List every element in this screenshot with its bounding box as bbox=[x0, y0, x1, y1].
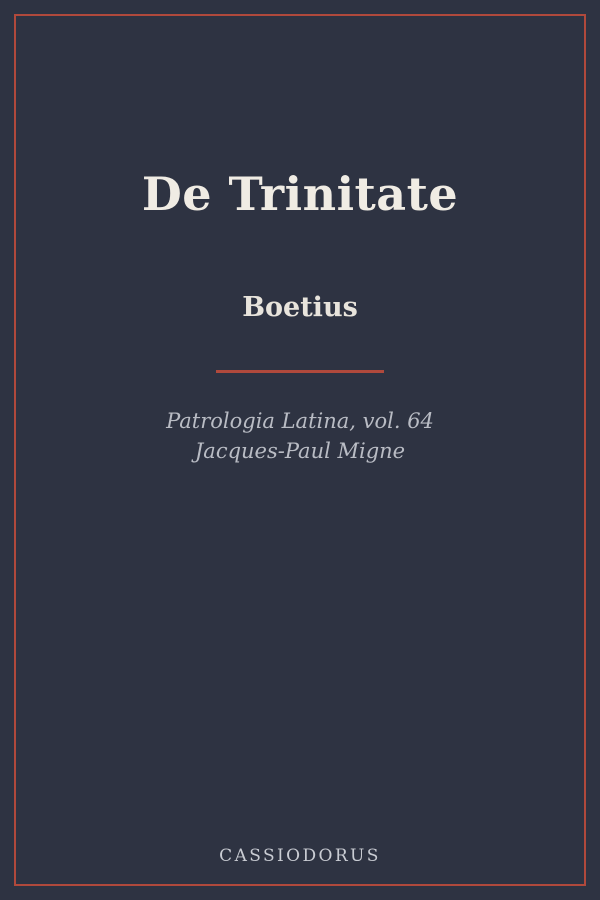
divider-rule bbox=[216, 370, 384, 373]
series-title: Patrologia Latina, vol. 64 bbox=[166, 408, 434, 433]
cover-content bbox=[14, 14, 586, 886]
book-author: Boetius bbox=[242, 291, 358, 323]
book-title: De Trinitate bbox=[141, 167, 459, 221]
publisher-imprint: CASSIODORUS bbox=[219, 846, 381, 866]
series-editor: Jacques-Paul Migne bbox=[194, 439, 406, 464]
